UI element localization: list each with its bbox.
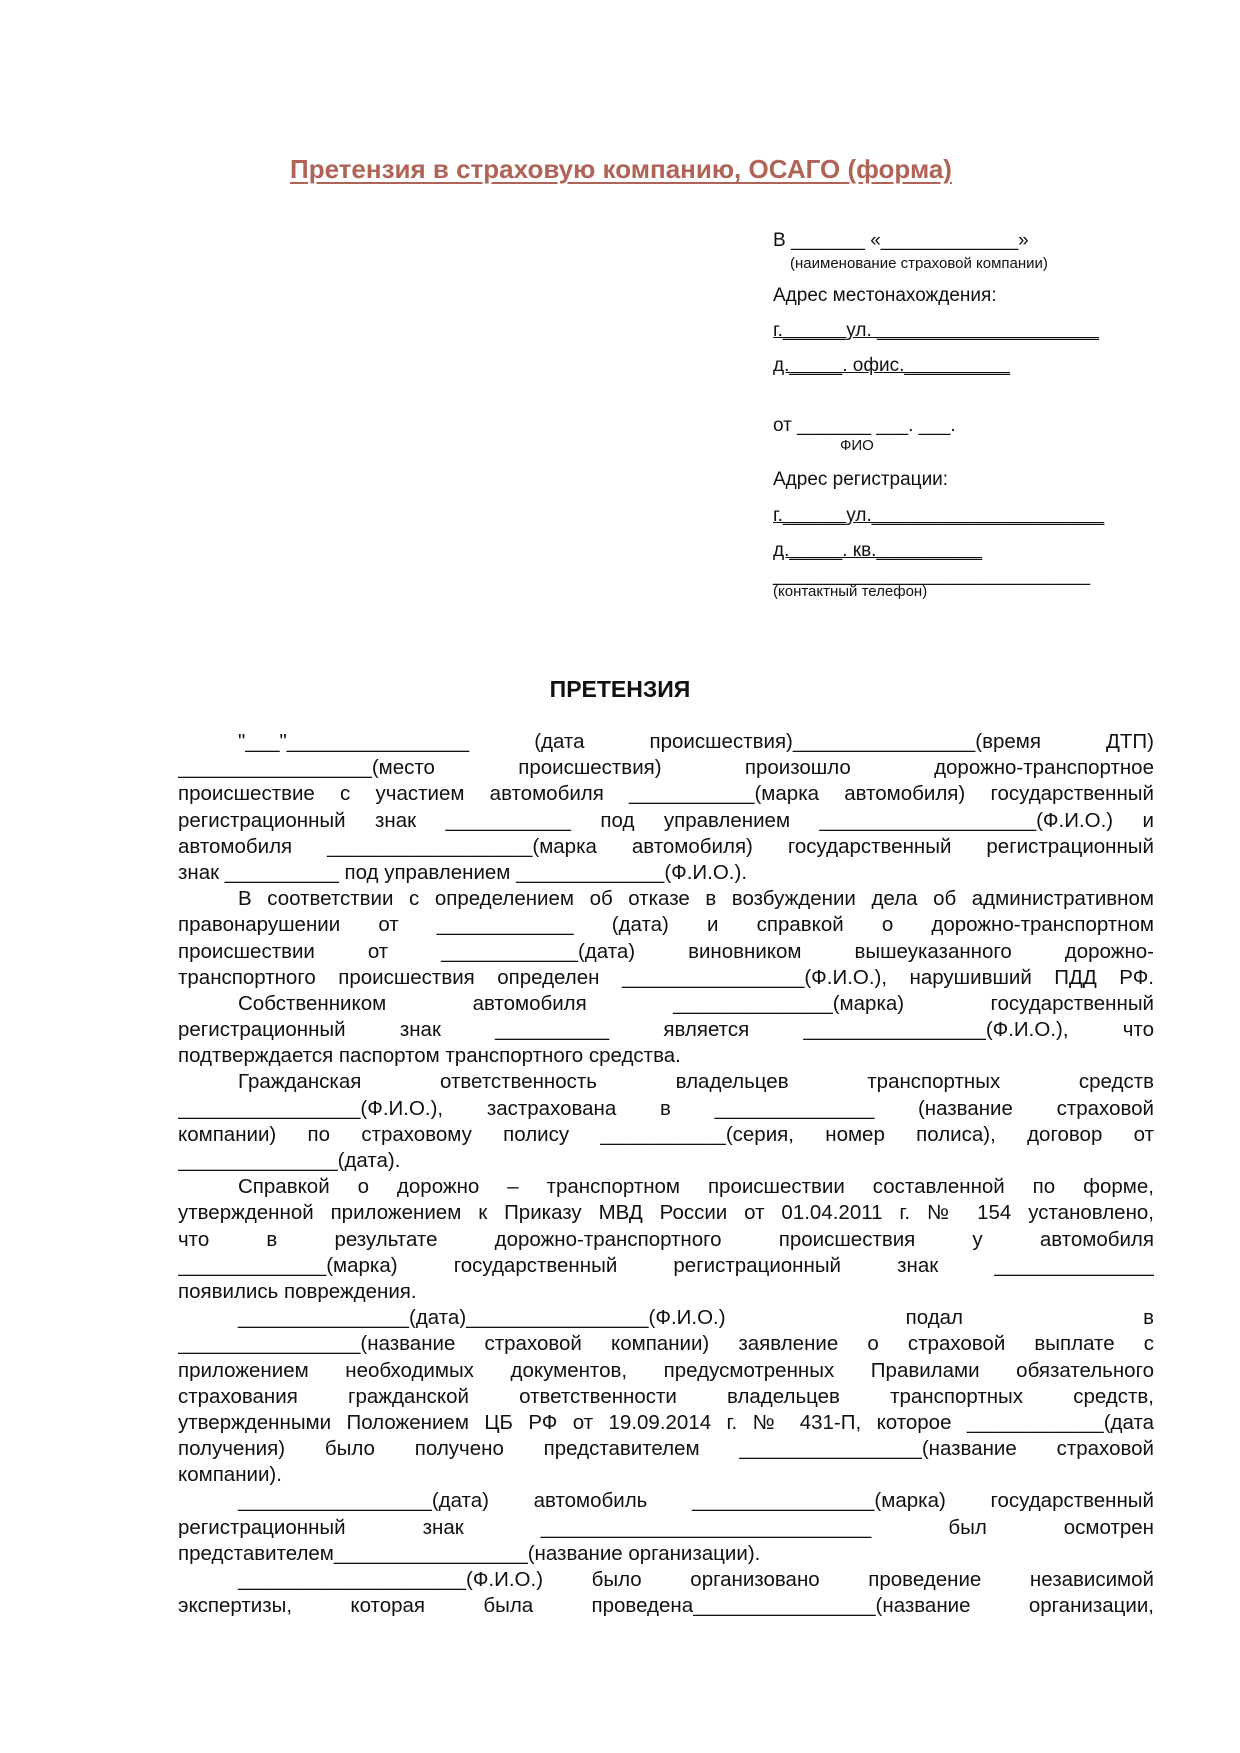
claim-body-line: ______________(дата). bbox=[178, 1149, 401, 1172]
claim-body-line: происшествие с участием автомобиля ___________(марка автомобиля) государственный bbox=[178, 782, 1154, 806]
claim-body-line: получения) было получено представителем ________________(название страховой bbox=[178, 1437, 1154, 1461]
registration-house-flat-line: д._____. кв.__________ bbox=[773, 540, 983, 561]
claim-body-line: страхования гражданской ответственности владельцев транспортных средств, bbox=[178, 1384, 1154, 1408]
claim-body-line: транспортного происшествия определен ________________(Ф.И.О.), нарушивший ПДД РФ. bbox=[178, 965, 1154, 989]
claim-body-line: регистрационный знак _____________________________ был осмотрен bbox=[178, 1515, 1154, 1539]
claim-body-line: правонарушении от ____________ (дата) и справкой о дорожно-транспортном bbox=[178, 913, 1154, 937]
claim-body-line: утвержденной приложением к Приказу МВД России от 01.04.2011 г. № 154 установлено, bbox=[178, 1201, 1154, 1225]
claim-body-line: экспертизы, которая была проведена________________(название организации, bbox=[178, 1594, 1154, 1618]
claim-body-line: ____________________(Ф.И.О.) было организовано проведение независимой bbox=[238, 1568, 1154, 1591]
phone-line: ______________________________ bbox=[773, 565, 1091, 586]
claim-body-line: компании) по страховому полису ___________(серия, номер полиса), договор от bbox=[178, 1122, 1154, 1146]
claim-body-line: Гражданская ответственность владельцев транспортных средств bbox=[238, 1070, 1154, 1094]
sender-name-line: от _______ ___. ___. bbox=[773, 415, 956, 436]
claim-body-line: ________________(название страховой компании) заявление о страховой выплате с bbox=[178, 1332, 1154, 1356]
claim-body-line: "___"________________ (дата происшествия)________________(время ДТП) bbox=[238, 730, 1154, 753]
addressee-company-caption: (наименование страховой компании) bbox=[790, 255, 1048, 272]
phone-caption: (контактный телефон) bbox=[773, 583, 928, 600]
location-city-street-line: г.______ул. _____________________ bbox=[773, 320, 1099, 341]
claim-body bbox=[178, 729, 1154, 1619]
claim-body-line: автомобиля __________________(марка автомобиля) государственный регистрационный bbox=[178, 834, 1154, 858]
registration-label: Адрес регистрации: bbox=[773, 469, 949, 490]
claim-body-line: знак __________ под управлением _____________(Ф.И.О.). bbox=[178, 860, 748, 884]
registration-city-street-line: г.______ул.______________________ bbox=[773, 505, 1105, 526]
claim-body-line: регистрационный знак __________ является ________________(Ф.И.О.), что bbox=[178, 1018, 1154, 1042]
claim-body-line: приложением необходимых документов, предусмотренных Правилами обязательного bbox=[178, 1358, 1154, 1382]
claim-body-line: _______________(дата)________________(Ф.И.О.) подал в bbox=[238, 1306, 1154, 1330]
claim-body-line: компании). bbox=[178, 1463, 282, 1487]
addressee-company-line: В _______ «_____________» bbox=[773, 230, 1029, 251]
claim-body-line: регистрационный знак ___________ под управлением ___________________(Ф.И.О.) и bbox=[178, 808, 1154, 832]
claim-body-line: Собственником автомобиля ______________(марка) государственный bbox=[238, 991, 1154, 1015]
claim-heading: ПРЕТЕНЗИЯ bbox=[549, 676, 691, 702]
claim-body-line: представителем_________________(название организации). bbox=[178, 1541, 761, 1565]
sender-name-caption: ФИО bbox=[840, 437, 874, 454]
claim-body-line: происшествии от ____________(дата) виновником вышеуказанного дорожно- bbox=[178, 939, 1154, 963]
location-house-office-line: д._____. офис.__________ bbox=[773, 355, 1011, 376]
claim-body-line: Справкой о дорожно – транспортном происшествии составленной по форме, bbox=[238, 1175, 1154, 1199]
claim-body-line: появились повреждения. bbox=[178, 1279, 417, 1303]
claim-body-line: _____________(марка) государственный регистрационный знак ______________ bbox=[178, 1253, 1154, 1277]
document-title: Претензия в страховую компанию, ОСАГО (форма) bbox=[290, 154, 952, 184]
claim-body-line: _________________(дата) автомобиль ________________(марка) государственный bbox=[238, 1489, 1154, 1513]
location-label: Адрес местонахождения: bbox=[773, 285, 997, 306]
claim-body-line: В соответствии с определением об отказе в возбуждении дела об административном bbox=[238, 887, 1154, 911]
claim-body-line: утвержденными Положением ЦБ РФ от 19.09.2014 г. № 431-П, которое ____________(дата bbox=[178, 1410, 1154, 1434]
claim-body-line: _________________(место происшествия) произошло дорожно-транспортное bbox=[178, 756, 1154, 780]
claim-body-line: что в результате дорожно-транспортного происшествия у автомобиля bbox=[178, 1227, 1154, 1251]
claim-body-line: подтверждается паспортом транспортного средства. bbox=[178, 1044, 681, 1068]
claim-body-line: ________________(Ф.И.О.), застрахована в ______________ (название страховой bbox=[178, 1096, 1154, 1120]
